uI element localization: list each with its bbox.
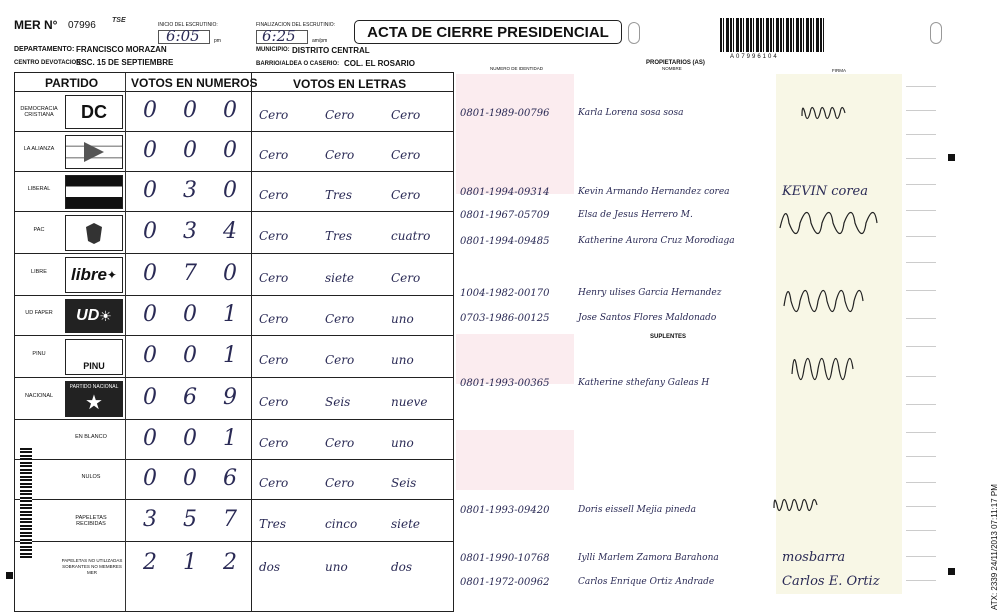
vote-word: Tres [259,517,286,531]
vote-row [15,499,453,541]
vote-word: Cero [325,148,355,162]
barrio-value: COL. EL ROSARIO [344,59,415,68]
vote-word: nueve [391,395,428,409]
vote-word: dos [259,560,281,574]
vote-digit: 3 [143,507,157,532]
col-divider-2 [251,73,252,611]
vote-row [15,171,453,211]
party-label: LIBERAL [27,186,51,192]
vote-digit: 7 [223,507,237,532]
member-name: Karla Lorena sosa sosa [578,108,684,118]
party-logo-icon [65,135,123,169]
col-divider-1 [125,73,126,611]
vote-word: Seis [325,395,351,409]
vote-digit: 0 [143,98,157,123]
vote-digit: 0 [143,466,157,491]
mer-number: 07996 [68,20,96,31]
vote-digit: 0 [183,302,197,327]
member-name: Elsa de Jesus Herrero M. [578,210,693,220]
pink-zone-mid [456,334,574,384]
side-rule [906,376,936,377]
partido-header: PARTIDO [45,76,99,90]
vote-row [15,541,453,585]
vote-row [15,335,453,377]
signature-scribble [772,490,822,520]
corner-mark-r2 [948,568,955,575]
vote-word: dos [391,560,413,574]
vote-word: Cero [259,229,289,243]
vote-digit: 6 [223,466,237,491]
vote-word: Cero [259,353,289,367]
departamento-label: DEPARTAMENTO: [14,46,75,53]
document-title: ACTA DE CIERRE PRESIDENCIAL [354,20,622,44]
party-label: NULOS [81,474,101,480]
vote-word: Cero [391,108,421,122]
vote-word: Cero [325,476,355,490]
side-rule [906,456,936,457]
party-logo-icon: DC [65,95,123,129]
party-logo-icon: libre ✦ [65,257,123,293]
vote-row [15,211,453,253]
member-id: 0801-1993-09420 [460,505,550,516]
party-label: LA ALIANZA [23,146,55,152]
member-id: 0801-1967-05709 [460,210,550,221]
side-rule [906,262,936,263]
side-rule [906,346,936,347]
vote-word: uno [391,312,414,326]
vote-word: Cero [259,108,289,122]
vote-digit: 0 [143,261,157,286]
party-label: UD FAPER [25,310,53,316]
vote-digit: 0 [183,98,197,123]
vote-digit: 4 [223,219,237,244]
member-name: Kevin Armando Hernandez corea [578,187,730,197]
member-id: 0801-1994-09314 [460,187,550,198]
side-rule [906,404,936,405]
vote-digit: 1 [183,550,197,575]
vote-row [15,131,453,171]
vote-digit: 0 [143,178,157,203]
side-rule [906,580,936,581]
vote-word: Cero [259,188,289,202]
party-logo-icon: PINU [65,339,123,375]
party-label: PAPELETAS NO UTILIZADAS SOBRANTES NO MEMBRES MER [61,558,123,575]
vote-word: Cero [259,148,289,162]
vote-digit: 0 [143,426,157,451]
vote-digit: 0 [183,426,197,451]
vote-word: uno [325,560,348,574]
member-name: Iylli Marlem Zamora Barahona [578,553,719,563]
vote-digit: 9 [223,385,237,410]
side-rule [906,506,936,507]
side-rule [906,158,936,159]
vote-row [15,91,453,131]
side-rule [906,86,936,87]
letras-header: VOTOS EN LETRAS [293,77,407,91]
vote-digit: 0 [143,302,157,327]
vote-digit: 0 [223,178,237,203]
party-logo-icon [65,215,123,251]
vote-word: Cero [259,436,289,450]
member-id: 0801-1989-00796 [460,108,550,119]
inicio-label: INICIO DEL ESCRUTINIO: [158,22,218,28]
party-label: PINU [32,351,46,357]
vote-word: Tres [325,229,352,243]
vote-digit: 0 [143,385,157,410]
vote-word: siete [325,271,355,285]
vote-word: Cero [259,476,289,490]
vote-word: Cero [325,353,355,367]
member-name: Jose Santos Flores Maldonado [578,313,717,323]
member-signature-text: Carlos E. Ortiz [782,574,880,589]
municipio-value: DISTRITO CENTRAL [292,46,370,55]
side-rule [906,236,936,237]
vote-digit: 3 [183,178,197,203]
vote-digit: 2 [143,550,157,575]
party-label: LIBRE [31,269,47,275]
vote-word: Cero [259,312,289,326]
party-label: PAC [33,227,45,233]
side-rule [906,556,936,557]
vote-digit: 1 [223,343,237,368]
vote-word: Seis [391,476,417,490]
side-timestamp: ATX: 2339 24/11/2013 07:11:17 PM [990,484,999,610]
nombre-header: NOMBRE [662,66,682,71]
side-rule [906,290,936,291]
final-time: 6:25 [262,27,296,45]
vote-word: Cero [391,188,421,202]
member-id: 0801-1993-00365 [460,378,550,389]
party-label: DEMOCRACIA CRISTIANA [20,106,58,118]
inicio-time: 6:05 [166,27,200,45]
final-unit: am/pm [312,38,328,44]
member-name: Katherine Aurora Cruz Morodiaga [578,236,735,246]
member-id: 1004-1982-00170 [460,288,550,299]
vote-row [15,295,453,335]
side-rule [906,134,936,135]
propietarios-header: PROPIETARIOS (AS) [646,60,705,66]
hole-marker-right [930,22,942,44]
vote-digit: 0 [223,261,237,286]
vote-word: Tres [325,188,352,202]
party-label: PAPELETAS RECIBIDAS [75,515,107,527]
party-logo-icon [65,175,123,209]
member-name: Henry ulises Garcia Hernandez [578,288,722,298]
side-rule [906,482,936,483]
municipio-label: MUNICIPIO: [256,47,290,53]
centro-value: ESC. 15 DE SEPTIEMBRE [76,58,174,67]
vote-digit: 5 [183,507,197,532]
hole-marker-left [628,22,640,44]
side-rule [906,318,936,319]
vote-digit: 0 [183,466,197,491]
vote-digit: 0 [143,138,157,163]
side-rule [906,530,936,531]
party-logo-icon: UD ☀ [65,299,123,333]
vote-word: Cero [325,312,355,326]
vote-row [15,459,453,499]
signature-scribble [782,276,872,326]
party-label: EN BLANCO [75,434,107,440]
vote-row [15,419,453,459]
centro-label: CENTRO DEVOTACION: [14,60,83,66]
vote-word: Cero [325,436,355,450]
firma-header: FIRMA [832,68,846,73]
side-barcode [20,446,32,558]
pink-zone-top [456,74,574,194]
vote-digit: 0 [183,138,197,163]
signature-scribble [790,344,860,394]
member-name: Carlos Enrique Ortiz Andrade [578,577,715,587]
vote-row [15,253,453,295]
mer-label: MER N° [14,18,58,32]
vote-digit: 7 [183,261,197,286]
vote-digit: 0 [223,98,237,123]
member-signature-text: mosbarra [782,550,846,565]
member-name: Katherine sthefany Galeas H [578,378,710,388]
party-logo-icon: PARTIDO NACIONAL ★ [65,381,123,417]
side-rule [906,210,936,211]
vote-digit: 0 [183,343,197,368]
vote-digit: 3 [183,219,197,244]
final-label: FINALIZACION DEL ESCRUTINIO: [256,22,335,28]
vote-digit: 0 [143,219,157,244]
vote-digit: 1 [223,302,237,327]
signature-scribble [778,198,888,248]
member-id: 0801-1972-00962 [460,577,550,588]
barcode-number: A07996104 [730,54,779,60]
identidad-header: NUMERO DE IDENTIDAD [490,66,544,71]
numeros-header: VOTOS EN NUMEROS [131,76,258,90]
pink-zone-low [456,430,574,490]
vote-digit: 0 [143,343,157,368]
vote-word: cuatro [391,229,431,243]
member-id: 0801-1994-09485 [460,236,550,247]
vote-word: uno [391,436,414,450]
corner-mark-bl [6,572,13,579]
signature-scribble [800,98,850,128]
side-rule [906,110,936,111]
departamento-value: FRANCISCO MORAZAN [76,45,167,54]
vote-word: Cero [391,271,421,285]
vote-word: Cero [391,148,421,162]
side-rule [906,184,936,185]
vote-word: Cero [259,271,289,285]
vote-word: Cero [325,108,355,122]
barrio-label: BARRIO/ALDEA O CASERIO: [256,61,340,67]
party-label: NACIONAL [24,393,54,399]
member-id: 0801-1990-10768 [460,553,550,564]
vote-digit: 2 [223,550,237,575]
vote-digit: 0 [223,138,237,163]
vote-word: uno [391,353,414,367]
inicio-unit: pm [214,38,221,44]
vote-word: siete [391,517,421,531]
member-name: Doris eissell Mejia pineda [578,505,697,515]
member-id: 0703-1986-00125 [460,313,550,324]
member-signature-text: KEVIN corea [782,184,868,199]
votes-table [14,72,454,612]
suplentes-header: SUPLENTES [650,334,687,340]
corner-mark-r1 [948,154,955,161]
tse-logo-icon: TSE [112,17,126,24]
vote-row [15,377,453,419]
vote-word: cinco [325,517,358,531]
side-rule [906,432,936,433]
vote-word: Cero [259,395,289,409]
barcode [720,18,824,52]
vote-digit: 1 [223,426,237,451]
vote-digit: 6 [183,385,197,410]
